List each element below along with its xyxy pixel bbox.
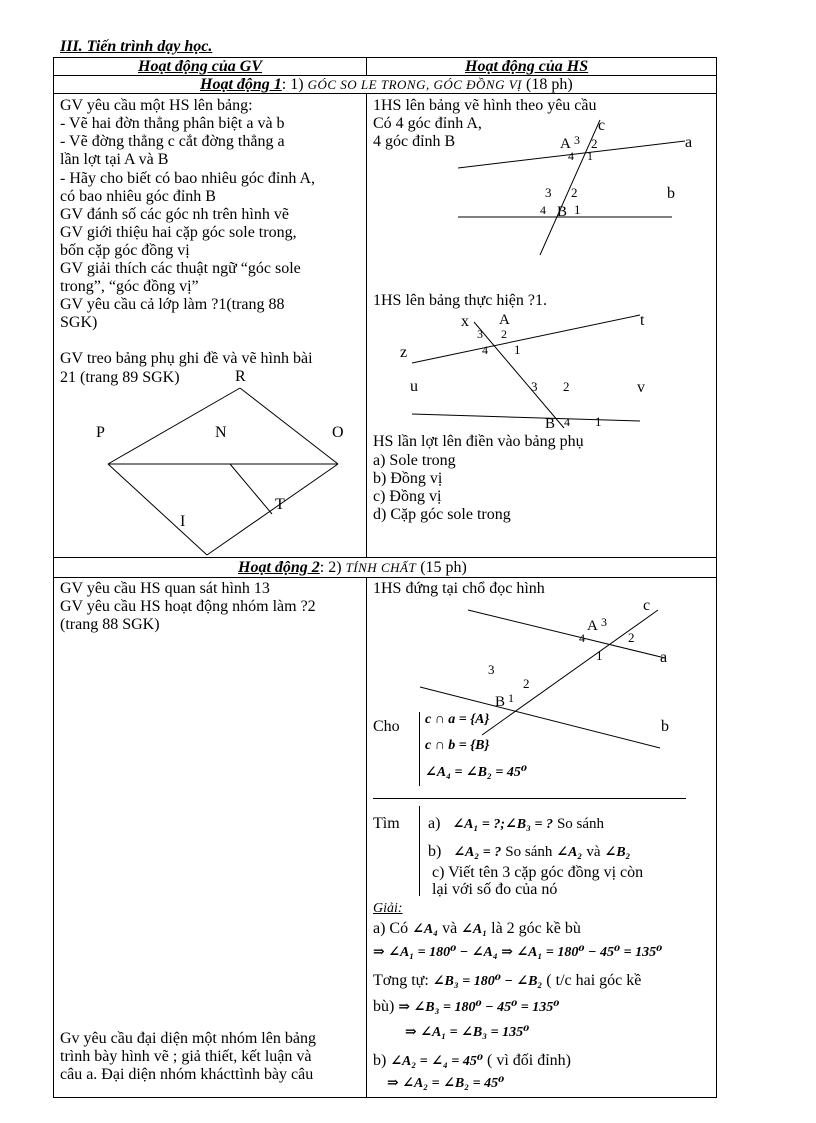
hs2-given-3: ∠A₄ = ∠B₂ = 45⁰: [425, 765, 527, 780]
fig2-b3: 3: [531, 379, 538, 394]
fig21-label-I: I: [180, 513, 186, 530]
hs2-find-a-math: ∠A₁ = ?;∠B₃ = ?: [452, 817, 553, 832]
fig3-b1: 1: [508, 691, 514, 705]
hs2-solution-6a: b): [373, 1052, 387, 1069]
hs2-solution-6b: ( vì đối đỉnh): [486, 1052, 571, 1069]
hs2-solution-3b: ( t/c hai góc kề: [546, 972, 642, 989]
hs2-solution-1va: và: [442, 920, 458, 937]
gv1-line-1: - Vẽ hai đờn thẳng phân biệt a và b: [60, 115, 285, 132]
hs2-separator: [373, 798, 686, 799]
hs2-solution-1m1: ∠A₄: [412, 922, 439, 937]
hs2-find-b: [428, 843, 630, 862]
fig2-label-B: B: [545, 416, 556, 432]
gv1-line-2: - Vẽ đờng thẳng c cắt đờng thẳng a: [60, 133, 285, 150]
hs2-solution-4a: bù): [373, 998, 395, 1015]
fig2-label-v: v: [637, 379, 645, 396]
hs2-solution-heading: Giải:: [373, 901, 403, 916]
hs1-line-2: Có 4 góc đỉnh A,: [373, 115, 482, 132]
fig1-b4: 4: [540, 203, 546, 217]
fig3-a1: 1: [596, 648, 603, 663]
hs1-answer-d: d) Cặp góc sole trong: [373, 506, 511, 523]
gv1-line-11: GV yêu cầu cả lớp làm ?1(trang 88: [60, 296, 285, 313]
hs2-find-b-label: b): [428, 843, 442, 860]
header-gv: Hoạt động của GV: [138, 58, 263, 75]
hs1-line-1: 1HS lên bảng vẽ hình theo yêu cầu: [373, 97, 597, 114]
fig2-a2: 2: [501, 327, 507, 341]
hs2-solution-4m: ⇒ ∠B₃ = 180⁰ − 45⁰ = 135⁰: [398, 1000, 560, 1015]
hs2-find-a-text: So sánh: [556, 816, 605, 832]
fig1-label-c: c: [598, 117, 606, 134]
hs2-solution-6m: ∠A₂ = ∠₄ = 45⁰: [390, 1054, 483, 1069]
hs2-given-2: c ∩ b = {B}: [425, 738, 490, 753]
fig1-label-a: a: [685, 134, 693, 151]
fig3-label-a: a: [660, 649, 668, 666]
hs2-cho-bracket: [419, 712, 420, 786]
gv1-line-14: 21 (trang 89 SGK): [60, 369, 180, 386]
hs1-line-5: HS lần lợt lên điền vào bảng phụ: [373, 433, 584, 450]
fig3-label-A: A: [587, 618, 598, 634]
fig2-b4: 4: [564, 415, 570, 429]
hs2-solution-5: ⇒ ∠A₁ = ∠B₃ = 135⁰: [405, 1025, 530, 1040]
gv1-line-9: GV giải thích các thuật ngữ “góc sole: [60, 260, 301, 277]
gv1-line-0: GV yêu cầu một HS lên bảng:: [60, 97, 253, 114]
hs2-find-b-math3: ∠B₂: [604, 845, 631, 860]
fig1-a2: 2: [591, 136, 598, 151]
fig2-a4: 4: [482, 343, 488, 357]
fig1-b1: 1: [574, 202, 581, 217]
hs2-find-b-math2: ∠A₂: [556, 845, 583, 860]
fig1-b2: 2: [571, 185, 578, 200]
hs1-line-3: 4 góc đỉnh B: [373, 133, 456, 150]
fig1-label-A: A: [560, 136, 571, 152]
hs2-find-b-va: và: [586, 844, 601, 860]
hs2-solution-7: ⇒ ∠A₂ = ∠B₂ = 45⁰: [387, 1076, 505, 1091]
activity2-caption: TÍNH CHẤT: [345, 560, 417, 575]
activity1-rest: : 1): [281, 76, 308, 93]
gv2-line-2: (trang 88 SGK): [60, 616, 160, 633]
fig2-b2: 2: [563, 379, 570, 394]
hs2-solution-3: [373, 972, 641, 991]
hs2-cho-label: Cho: [373, 718, 400, 735]
hs2-find-b-text: So sánh: [505, 844, 553, 860]
hs2-line-1: 1HS đứng tại chổ đọc hình: [373, 580, 545, 597]
fig1-label-B: B: [557, 204, 568, 220]
gv2-line-1: GV yêu cầu HS hoạt động nhóm làm ?2: [60, 598, 316, 615]
hs2-solution-6: [373, 1052, 571, 1071]
fig3-a3: 3: [601, 615, 607, 629]
hs2-solution-1b: là 2 góc kề bù: [491, 920, 581, 937]
hs2-solution-1a: a) Có: [373, 920, 409, 937]
activity1-label: Hoạt động 1: [200, 76, 282, 93]
fig2-label-x: x: [461, 313, 469, 330]
hs2-tim-label: Tìm: [373, 815, 400, 832]
hs1-line-4: 1HS lên bảng thực hiện ?1.: [373, 292, 547, 309]
gv2-end-line-1: trình bày hình vẽ ; giả thiết, kết luận và: [60, 1048, 312, 1065]
fig3-a2: 2: [628, 630, 635, 645]
fig2-a1: 1: [514, 342, 521, 357]
fig2-b1: 1: [595, 414, 602, 429]
gv2-end-line-0: Gv yêu cầu đại diện một nhóm lên bảng: [60, 1030, 316, 1047]
gv1-line-8: bốn cặp góc đồng vị: [60, 242, 190, 259]
fig2-label-A: A: [499, 312, 510, 328]
fig21-label-R: R: [235, 368, 246, 385]
fig21-label-O: O: [332, 424, 344, 441]
gv1-line-3: lần lợt tại A và B: [60, 151, 169, 168]
fig1-b3: 3: [545, 185, 552, 200]
hs2-solution-1m2: ∠A₁: [461, 922, 488, 937]
activity2-rest: : 2): [319, 559, 346, 576]
hs1-answer-a: a) Sole trong: [373, 452, 456, 469]
fig2-a3: 3: [477, 327, 483, 341]
fig3-label-B: B: [495, 694, 506, 710]
fig1-a4: 4: [568, 149, 574, 163]
hs1-answer-c: c) Đồng vị: [373, 488, 442, 505]
header-hs: Hoạt động của HS: [465, 58, 589, 75]
activity1-caption: GÓC SO LE TRONG, GÓC ĐỒNG VỊ: [307, 77, 523, 92]
gv2-end-line-2: câu a. Đại diện nhóm khácttình bày câu: [60, 1066, 314, 1083]
fig3-b3: 3: [488, 662, 495, 677]
hs2-find-c1: c) Viết tên 3 cặp góc đồng vị còn: [432, 864, 644, 881]
hs2-solution-1: [373, 920, 581, 939]
fig21-label-N: N: [215, 424, 227, 441]
gv1-line-6: GV đánh số các góc nh trên hình vẽ: [60, 206, 289, 223]
hs2-find-a: [428, 815, 604, 834]
activity2-label: Hoạt động 2: [238, 559, 320, 576]
fig21-label-P: P: [96, 424, 105, 441]
hs2-solution-3m: ∠B₃ = 180⁰ − ∠B₂: [432, 974, 543, 989]
fig3-b2: 2: [523, 676, 530, 691]
hs2-tim-bracket: [419, 806, 420, 896]
hs2-solution-4: [373, 998, 559, 1017]
fig21-label-T: T: [275, 496, 285, 513]
fig1-a3: 3: [574, 133, 580, 147]
fig3-a4: 4: [579, 631, 585, 645]
hs2-given-1: c ∩ a = {A}: [425, 712, 490, 727]
activity1-time: (18 ph): [522, 76, 573, 93]
gv1-line-4: - Hãy cho biết có bao nhiêu góc đỉnh A,: [60, 170, 316, 187]
fig2-label-t: t: [640, 312, 645, 329]
activity2-time: (15 ph): [416, 559, 467, 576]
section-title: III. Tiến trình dạy học.: [60, 38, 213, 55]
hs2-solution-3a: Tơng tự:: [373, 972, 429, 989]
gv1-line-13: GV treo bảng phụ ghi đề và vẽ hình bài: [60, 350, 313, 367]
fig3-label-c: c: [643, 597, 651, 614]
fig3-label-b: b: [661, 718, 669, 735]
fig1-label-b: b: [667, 185, 675, 202]
hs2-find-b-math: ∠A₂ = ?: [453, 845, 502, 860]
hs2-find-a-label: a): [428, 815, 441, 832]
fig2-label-u: u: [410, 378, 418, 395]
gv1-line-5: có bao nhiêu góc đỉnh B: [60, 188, 216, 205]
fig2-label-z: z: [400, 344, 408, 361]
gv1-line-12: SGK): [60, 314, 98, 331]
hs2-find-c2: lại với số đo của nó: [432, 881, 558, 898]
gv1-line-7: GV giới thiệu hai cặp góc sole trong,: [60, 224, 297, 241]
hs2-solution-2: ⇒ ∠A₁ = 180⁰ − ∠A₄ ⇒ ∠A₁ = 180⁰ − 45⁰ = 135⁰: [373, 945, 663, 960]
gv1-line-10: trong”, “góc đồng vị”: [60, 278, 199, 295]
fig1-a1: 1: [587, 149, 593, 163]
hs1-answer-b: b) Đồng vị: [373, 470, 443, 487]
gv2-line-0: GV yêu cầu HS quan sát hình 13: [60, 580, 270, 597]
